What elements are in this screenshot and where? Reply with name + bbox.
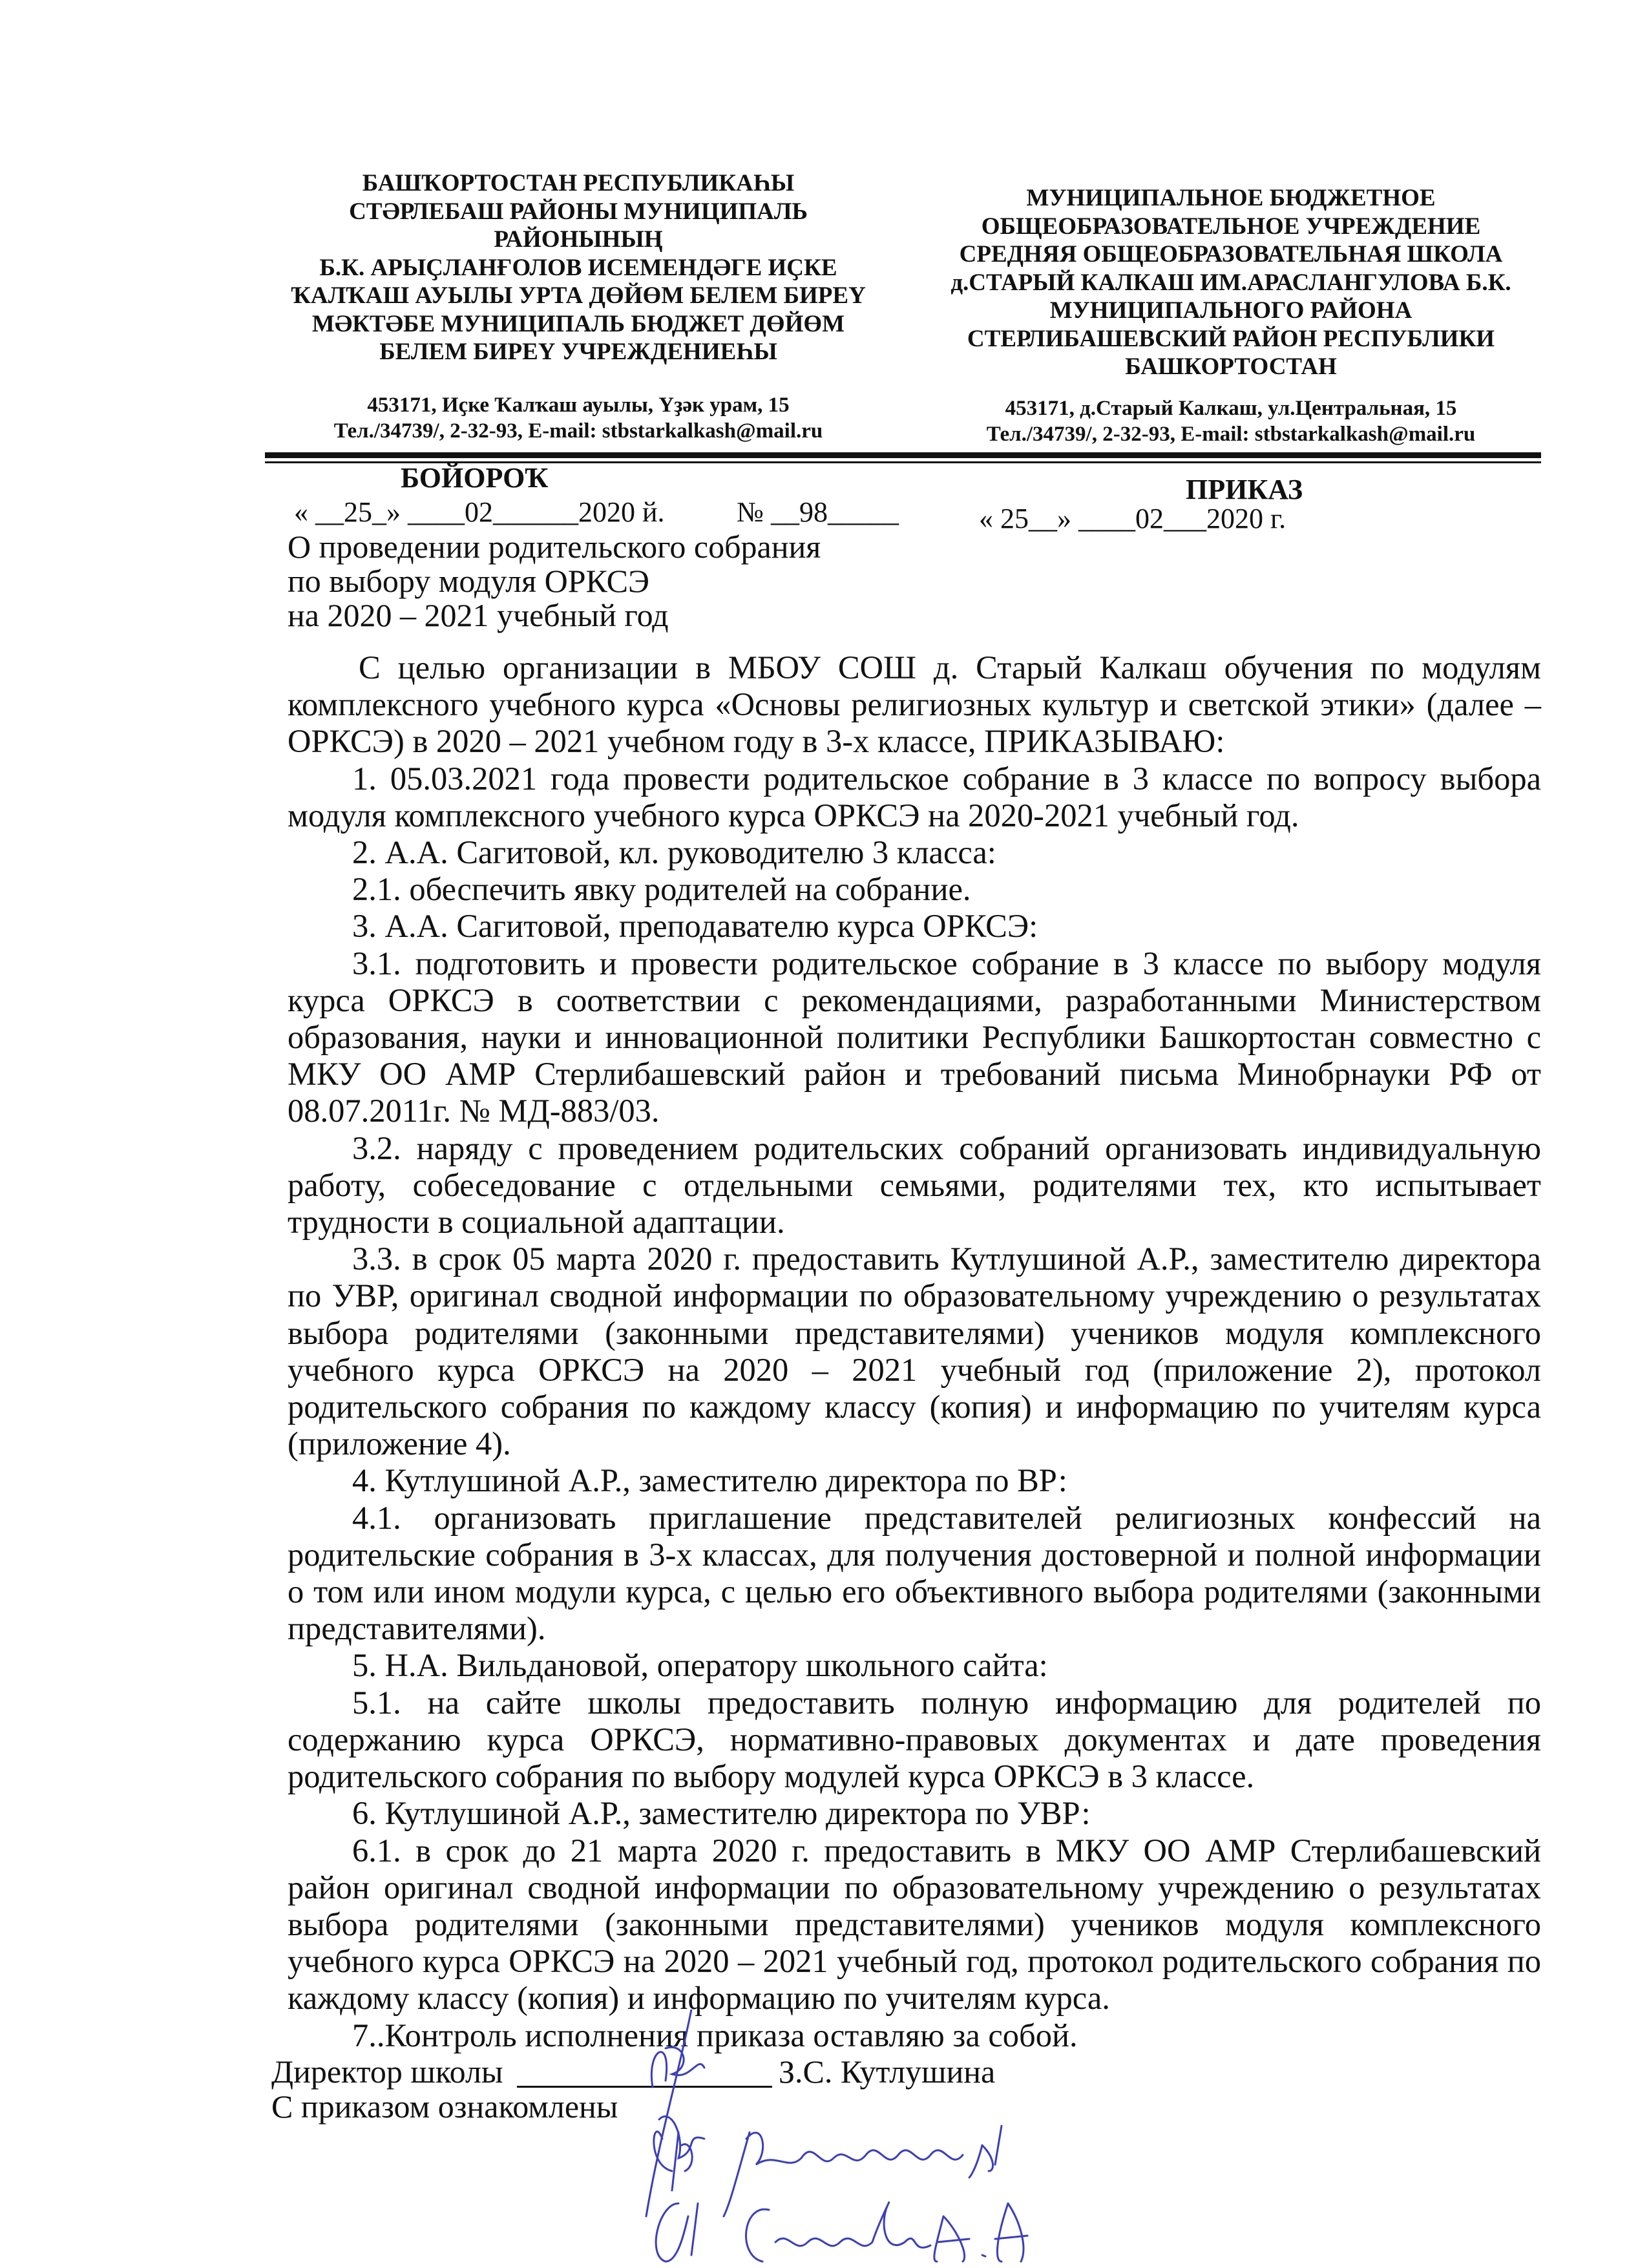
header-left-line: ҠАЛҠАШ АУЫЛЫ УРТА ДӨЙӨМ БЕЛЕМ БИРЕҮ	[291, 282, 866, 309]
paragraph-item: 3.2. наряду с проведением родительских собраний организовать индивидуальную работу, собеседование с отдельными семьями, родителями тех, кто испытывает трудности в социальной адаптации.	[288, 1129, 1541, 1241]
order-title-russian: ПРИКАЗ	[1186, 474, 1303, 505]
header-right-russian	[921, 184, 1541, 447]
paragraph-item: 7..Контроль исполнения приказа оставляю за собой.	[352, 2017, 1078, 2053]
header-divider-thick	[265, 452, 1541, 458]
header-right-line: д.СТАРЫЙ КАЛКАШ ИМ.АРАСЛАНГУЛОВА Б.К.	[951, 269, 1511, 296]
header-left-line: МӘКТӘБЕ МУНИЦИПАЛЬ БЮДЖЕТ ДӨЙӨМ	[311, 310, 845, 337]
signature-initial-1	[654, 2132, 692, 2190]
header-left-line: РАЙОНЫНЫҢ	[494, 226, 663, 253]
paragraph-item: 6.1. в срок до 21 марта 2020 г. предоставить в МКУ ОО АМР Стерлибашевский район оригинал сводной информации по образовательному учреждению о результатах выбора родителями (законными представителями) учеников модуля комплексного учебного курса ОРКСЭ на 2020 – 2021 учебный год, протокол родительского собрания по каждому классу (копия) и информацию по учителям курса.	[288, 1832, 1541, 2017]
signature-initial-2	[656, 2203, 698, 2262]
header-left-line: БАШҠОРТОСТАН РЕСПУБЛИКАҺЫ	[362, 170, 795, 196]
header-left-line: Б.К. АРЫҪЛАНҒОЛОВ ИСЕМЕНДӘГЕ ИҪКЕ	[319, 254, 837, 281]
header-left-address: 453171, Иҫке Ҡалҡаш ауылы, Үҙәк урам, 15	[367, 393, 790, 417]
acquainted-label: С приказом ознакомлены	[271, 2088, 618, 2125]
handwritten-signatures	[633, 2010, 1150, 2268]
paragraph-item: 3.3. в срок 05 марта 2020 г. предоставить Кутлушиной А.Р., заместителю директора по УВР, оригинал сводной информации по образовательному учреждению о результатах выбора родителями (законными представителями) учеников модуля комплексного учебного курса ОРКСЭ на 2020 – 2021 учебный год (приложение 2), протокол родительского собрания по каждому классу (копия) и информацию по учителям курса (приложение 4).	[288, 1241, 1541, 1462]
director-signature-mark	[646, 2010, 704, 2216]
signature-kutlushina	[724, 2126, 1002, 2216]
header-left-bashkir	[278, 169, 879, 444]
paragraph-item: 3. А.А. Сагитовой, преподавателю курса ОРКСЭ:	[352, 908, 1038, 945]
order-date-russian: « 25__» ____02___2020 г.	[979, 503, 1287, 534]
director-label: Директор школы	[271, 2053, 503, 2090]
subject-line: по выбору модуля ОРКСЭ	[288, 563, 650, 599]
header-right-contacts: Тел./34739/, 2-32-93, E-mail: stbstarkalkash@mail.ru	[986, 422, 1476, 446]
paragraph-item: 4. Кутлушиной А.Р., заместителю директора по ВР:	[352, 1462, 1067, 1499]
paragraph-item: 5.1. на сайте школы предоставить полную информацию для родителей по содержанию курса ОРКСЭ, нормативно-правовых документах и дате проведения родительского собрания по выбору модулей курса ОРКСЭ в 3 классе.	[288, 1684, 1541, 1795]
director-name: З.С. Кутлушина	[779, 2053, 996, 2090]
order-date-bashkir: « __25_» ____02______2020 й.	[294, 496, 665, 528]
paragraph-item: 3.1. подготовить и провести родительское собрание в 3 классе по выбору модуля курса ОРКСЭ в соответствии с рекомендациями, разработанными Министерством образования, науки и инновационной политики Республики Башкортостан совместно с МКУ ОО АМР Стерлибашевский район и требований письма Минобрнауки РФ от 08.07.2011г. № МД-883/03.	[288, 945, 1541, 1129]
header-right-line: БАШКОРТОСТАН	[1125, 353, 1337, 380]
header-left-contacts: Тел./34739/, 2-32-93, E-mail: stbstarkalkash@mail.ru	[333, 419, 823, 443]
signature-sagitova	[746, 2202, 1027, 2262]
paragraph-item: 6. Кутлушиной А.Р., заместителю директора по УВР:	[352, 1795, 1091, 1832]
header-left-line: БЕЛЕМ БИРЕҮ УЧРЕЖДЕНИЕҺЫ	[379, 339, 777, 365]
order-number: № __98_____	[737, 496, 899, 528]
paragraph-intro: С целью организации в МБОУ СОШ д. Старый Калкаш обучения по модулям комплексного учебного курса «Основы религиозных культур и светской этики» (далее – ОРКСЭ) в 2020 – 2021 учебном году в 3-х классе, ПРИКАЗЫВАЮ:	[288, 649, 1541, 760]
header-right-line: ОБЩЕОБРАЗОВАТЕЛЬНОЕ УЧРЕЖДЕНИЕ	[981, 213, 1481, 240]
paragraph-item: 4.1. организовать приглашение представителей религиозных конфессий на родительские собрания в 3-х классах, для получения достоверной и полной информации о том или ином модули курса, с целью его объективного выбора родителями (законными представителями).	[288, 1499, 1541, 1647]
order-body	[288, 649, 1541, 2054]
header-right-address: 453171, д.Старый Калкаш, ул.Центральная, 15	[1005, 396, 1457, 420]
order-title-bashkir: БОЙОРОҠ	[401, 462, 549, 494]
header-left-line: СТӘРЛЕБАШ РАЙОНЫ МУНИЦИПАЛЬ	[349, 198, 808, 225]
subject-line: на 2020 – 2021 учебный год	[288, 597, 669, 633]
header-right-line: МУНИЦИПАЛЬНОЕ БЮДЖЕТНОЕ	[1026, 185, 1436, 211]
header-right-line: СТЕРЛИБАШЕВСКИЙ РАЙОН РЕСПУБЛИКИ	[967, 325, 1495, 352]
paragraph-item: 2. А.А. Сагитовой, кл. руководителю 3 класса:	[352, 834, 996, 871]
subject-line: О проведении родительского собрания	[288, 529, 821, 565]
paragraph-item: 1. 05.03.2021 года провести родительское собрание в 3 классе по вопросу выбора модуля комплексного учебного курса ОРКСЭ на 2020-2021 учебный год.	[288, 760, 1541, 834]
header-right-line: СРЕДНЯЯ ОБЩЕОБРАЗОВАТЕЛЬНАЯ ШКОЛА	[959, 241, 1503, 268]
paragraph-item: 5. Н.А. Вильдановой, оператору школьного сайта:	[352, 1647, 1048, 1684]
paragraph-item: 2.1. обеспечить явку родителей на собрание.	[352, 871, 971, 908]
header-right-line: МУНИЦИПАЛЬНОГО РАЙОНА	[1049, 297, 1413, 324]
